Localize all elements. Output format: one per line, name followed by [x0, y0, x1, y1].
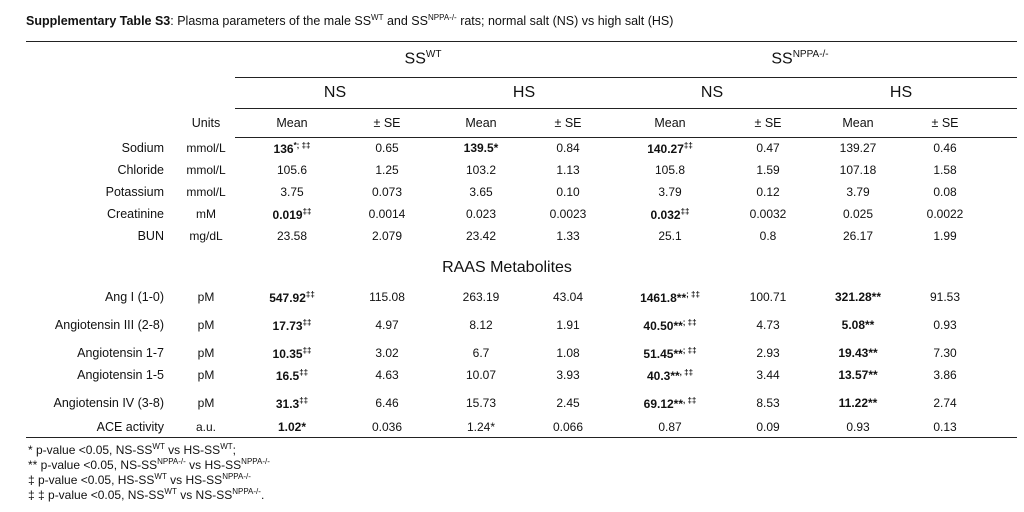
table-cell — [647, 368, 693, 383]
table-cell — [466, 396, 496, 410]
group-header-genotype: NPPA-/- — [792, 49, 829, 60]
table-cell — [556, 141, 579, 155]
cell-value: 3.79 — [846, 185, 870, 199]
condition-header: NS — [700, 84, 724, 101]
table-cell — [756, 185, 779, 199]
column-header: ± SE — [931, 116, 959, 130]
footnote-sup: WT — [220, 442, 233, 451]
table-cell — [556, 368, 579, 382]
footnote-text: ** p-value <0.05, NS-SS — [28, 458, 158, 472]
cell-value: 15.73 — [465, 396, 497, 410]
row-unit: mmol/L — [186, 185, 226, 199]
cell-value: 17.73 — [272, 319, 303, 333]
cell-significance: ‡‡ — [680, 207, 690, 216]
cell-value: 136 — [273, 142, 294, 156]
table-cell — [277, 229, 307, 243]
table-cell — [840, 163, 877, 177]
cell-value: 1.25 — [375, 163, 399, 177]
cell-value: 0.0014 — [368, 207, 406, 221]
units-header: Units — [191, 116, 221, 130]
cell-value: 1.02* — [277, 420, 307, 434]
cell-significance: , ‡‡ — [679, 368, 694, 377]
footnote-text: vs NS-SS — [176, 488, 233, 502]
footnote-text: vs HS-SS — [185, 458, 242, 472]
cell-value: 1.59 — [756, 163, 780, 177]
row-label: Angiotensin IV (3-8) — [53, 396, 164, 410]
group-header-genotype: WT — [425, 49, 442, 60]
group-rule — [235, 77, 1017, 78]
cell-value: 23.42 — [465, 229, 497, 243]
table-cell — [556, 396, 579, 410]
cell-value: 3.75 — [280, 185, 304, 199]
cell-value: 23.58 — [276, 229, 308, 243]
cell-value: 321.28** — [834, 290, 882, 304]
cell-value: 8.12 — [469, 318, 493, 332]
table-cell — [550, 207, 587, 221]
table-cell — [846, 185, 869, 199]
cell-value: 26.17 — [842, 229, 874, 243]
cell-value: 0.0032 — [749, 207, 787, 221]
bottom-rule — [26, 437, 1017, 438]
row-label: ACE activity — [96, 420, 164, 434]
cell-value: 1.33 — [556, 229, 580, 243]
table-cell — [750, 207, 787, 221]
cell-value: 0.8 — [759, 229, 777, 243]
row-label: Chloride — [117, 163, 164, 177]
title-sup: NPPA-/- — [427, 13, 457, 22]
cell-value: 140.27 — [647, 142, 684, 156]
table-cell — [644, 396, 697, 411]
table-cell — [375, 346, 398, 360]
row-unit: pM — [197, 396, 215, 410]
table-cell — [469, 185, 492, 199]
footnote-sup: WT — [164, 487, 177, 496]
table-cell — [933, 396, 956, 410]
cell-significance: ‡‡ — [302, 346, 312, 355]
cell-value: 4.63 — [375, 368, 399, 382]
table-cell — [375, 396, 398, 410]
footnote-text: ‡ ‡ p-value <0.05, NS-SS — [28, 488, 165, 502]
row-unit: mM — [196, 207, 216, 221]
cell-value: 6.46 — [375, 396, 399, 410]
footnote — [28, 457, 270, 472]
cell-value: 0.47 — [756, 141, 780, 155]
cell-value: 11.22** — [838, 396, 878, 410]
table-cell — [556, 185, 579, 199]
cell-value: 3.65 — [469, 185, 493, 199]
table-cell — [647, 141, 693, 156]
footnote-text: vs HS-SS — [164, 443, 221, 457]
cell-value: 0.08 — [933, 185, 957, 199]
table-cell — [643, 318, 696, 333]
group-header-name: SS — [771, 50, 793, 68]
group-header — [771, 49, 828, 68]
row-unit: pM — [197, 368, 215, 382]
cell-value: 2.45 — [556, 396, 580, 410]
cell-value: 0.019 — [272, 208, 303, 222]
cell-value: 31.3 — [275, 397, 300, 411]
column-header: Mean — [654, 116, 686, 130]
cell-value: 0.65 — [375, 141, 399, 155]
cell-value: 1461.8** — [640, 291, 687, 305]
row-unit: pM — [197, 346, 215, 360]
table-cell — [756, 368, 779, 382]
cell-value: 547.92 — [269, 291, 306, 305]
table-cell — [756, 318, 779, 332]
table-cell — [933, 163, 956, 177]
table-cell — [372, 229, 402, 243]
table-cell — [469, 318, 492, 332]
cell-value: 3.02 — [375, 346, 399, 360]
table-cell — [553, 420, 583, 434]
cell-value: 25.1 — [658, 229, 682, 243]
row-unit: pM — [197, 318, 215, 332]
cell-value: 107.18 — [839, 163, 877, 177]
cell-value: 8.53 — [756, 396, 780, 410]
table-cell — [372, 185, 402, 199]
table-cell — [933, 346, 956, 360]
row-unit: a.u. — [195, 420, 217, 434]
table-cell — [277, 163, 307, 177]
row-unit: pM — [197, 290, 215, 304]
cell-value: 40.50** — [643, 319, 683, 333]
cell-value: 263.19 — [462, 290, 500, 304]
row-label: Angiotensin III (2-8) — [54, 318, 164, 332]
cell-value: 7.30 — [933, 346, 957, 360]
table-cell — [933, 229, 956, 243]
column-header: Mean — [465, 116, 497, 130]
cell-value: 19.43** — [838, 346, 878, 360]
table-cell — [276, 368, 308, 383]
row-label: Angiotensin 1-7 — [77, 346, 164, 360]
cell-value: 51.45** — [643, 347, 683, 361]
group-header — [405, 49, 442, 68]
cell-value: 0.073 — [371, 185, 403, 199]
footnote-sup: WT — [154, 472, 167, 481]
cell-value: 91.53 — [929, 290, 961, 304]
table-cell — [843, 229, 873, 243]
table-cell — [933, 420, 956, 434]
footnote-sup: NPPA-/- — [157, 457, 186, 466]
table-cell — [473, 346, 490, 360]
cell-value: 1.58 — [933, 163, 957, 177]
cell-value: 115.08 — [369, 290, 405, 304]
group-header-name: SS — [404, 50, 426, 68]
cell-value: 0.066 — [552, 420, 584, 434]
table-cell — [269, 290, 315, 305]
table-cell — [372, 420, 402, 434]
table-cell — [756, 163, 779, 177]
table-cell — [466, 207, 496, 221]
row-unit: mg/dL — [189, 229, 223, 243]
table-cell — [842, 318, 875, 332]
table-cell — [556, 318, 579, 332]
row-label: Creatinine — [107, 207, 164, 221]
cell-value: 3.86 — [933, 368, 957, 382]
cell-significance: ‡‡ — [302, 207, 312, 216]
cell-significance: ; ‡‡ — [686, 290, 700, 299]
cell-value: 0.87 — [658, 420, 682, 434]
cell-significance: *; ‡‡ — [293, 141, 311, 150]
footnote-text: vs HS-SS — [166, 473, 223, 487]
cell-value: 4.73 — [756, 318, 780, 332]
footnote-text: * p-value <0.05, NS-SS — [28, 443, 153, 457]
cell-value: 0.032 — [650, 208, 681, 222]
table-cell — [658, 185, 681, 199]
table-cell — [838, 346, 877, 360]
cell-significance: ; ‡‡ — [682, 318, 697, 327]
table-cell — [274, 141, 311, 156]
row-label: Ang I (1-0) — [104, 290, 164, 304]
column-header: ± SE — [554, 116, 582, 130]
cell-value: 1.13 — [556, 163, 580, 177]
cell-value: 5.08** — [841, 318, 875, 332]
table-cell — [756, 141, 779, 155]
title-part: rats; normal salt (NS) vs high salt (HS) — [456, 14, 674, 29]
table-cell — [835, 290, 881, 304]
table-cell — [369, 290, 405, 304]
table-cell — [756, 420, 779, 434]
table-cell — [930, 290, 960, 304]
table-cell — [840, 141, 877, 155]
cell-value: 0.0023 — [549, 207, 587, 221]
cell-significance: ; ‡‡ — [682, 346, 697, 355]
table-cell — [464, 141, 499, 155]
table-cell — [933, 318, 956, 332]
table-cell — [273, 207, 312, 222]
cell-value: 0.023 — [465, 207, 497, 221]
condition-header: NS — [323, 84, 347, 101]
column-header: Mean — [842, 116, 874, 130]
title-part: and SS — [383, 14, 428, 29]
cell-value: 43.04 — [552, 290, 584, 304]
column-header: Mean — [276, 116, 308, 130]
footnote — [28, 442, 236, 457]
footnote-sup: NPPA-/- — [222, 472, 251, 481]
cell-significance: ‡‡ — [299, 368, 309, 377]
table-cell — [838, 368, 877, 382]
table-cell — [756, 346, 779, 360]
cell-significance: ‡‡ — [299, 396, 309, 405]
footnote-text: ‡ p-value <0.05, HS-SS — [28, 473, 155, 487]
cell-value: 0.09 — [756, 420, 780, 434]
table-cell — [553, 290, 583, 304]
title-sup: WT — [371, 13, 384, 22]
table-cell — [658, 420, 681, 434]
cell-value: 16.5 — [275, 369, 300, 383]
condition-header: HS — [889, 84, 913, 101]
section-title: RAAS Metabolites — [442, 259, 572, 276]
cell-value: 4.97 — [375, 318, 399, 332]
table-cell — [280, 185, 303, 199]
footnote-sup: NPPA-/- — [232, 487, 261, 496]
cell-significance: ‡‡ — [683, 141, 693, 150]
cell-value: 1.24* — [466, 420, 496, 434]
table-cell — [556, 229, 579, 243]
cell-value: 0.10 — [556, 185, 580, 199]
cell-value: 40.3** — [646, 369, 680, 383]
table-cell — [375, 163, 398, 177]
cell-value: 10.07 — [465, 368, 497, 382]
cell-value: 2.93 — [756, 346, 780, 360]
table-cell — [655, 163, 685, 177]
cell-value: 139.5* — [463, 141, 499, 155]
table-cell — [839, 396, 878, 410]
cell-value: 100.71 — [749, 290, 787, 304]
cell-value: 0.025 — [842, 207, 874, 221]
footnote-sup: NPPA-/- — [241, 457, 270, 466]
table-cell — [273, 346, 312, 361]
row-label: Angiotensin 1-5 — [77, 368, 164, 382]
footnote — [28, 487, 264, 502]
cell-value: 0.84 — [556, 141, 580, 155]
table-cell — [760, 229, 777, 243]
table-cell — [369, 207, 406, 221]
table-cell — [556, 346, 579, 360]
table-cell — [643, 346, 696, 361]
title-part: : Plasma parameters of the male SS — [170, 14, 372, 29]
row-label: BUN — [137, 229, 164, 243]
table-cell — [273, 318, 312, 333]
table-cell — [467, 420, 495, 434]
footnote-text: ; — [232, 443, 236, 457]
cell-value: 2.079 — [371, 229, 403, 243]
table-cell — [375, 141, 398, 155]
table-cell — [278, 420, 306, 434]
table-cell — [927, 207, 964, 221]
footnote-sup: WT — [152, 442, 165, 451]
table-cell — [846, 420, 869, 434]
table-cell — [658, 229, 681, 243]
table-title — [26, 13, 673, 28]
table-cell — [933, 185, 956, 199]
cell-value: 0.12 — [756, 185, 780, 199]
cell-value: 0.036 — [371, 420, 403, 434]
table-cell — [651, 207, 690, 222]
table-cell — [375, 318, 398, 332]
cell-value: 0.13 — [933, 420, 957, 434]
row-unit: mmol/L — [186, 141, 226, 155]
table-title-label: Supplementary Table S3 — [26, 14, 171, 29]
cell-value: 1.08 — [556, 346, 580, 360]
header-rule — [235, 137, 1017, 138]
table-cell — [640, 290, 700, 305]
cell-value: 13.57** — [838, 368, 878, 382]
condition-header: HS — [512, 84, 536, 101]
top-rule — [26, 41, 1017, 42]
table-cell — [843, 207, 873, 221]
cell-value: 0.93 — [846, 420, 870, 434]
cell-value: 6.7 — [472, 346, 490, 360]
table-cell — [466, 368, 496, 382]
row-label: Potassium — [105, 185, 164, 199]
cell-significance: ‡‡ — [302, 318, 312, 327]
column-header: ± SE — [373, 116, 401, 130]
cell-significance: ‡‡ — [305, 290, 315, 299]
cell-value: 2.74 — [933, 396, 957, 410]
cell-value: 105.8 — [654, 163, 686, 177]
cell-value: 69.12** — [643, 397, 684, 411]
condition-rule — [235, 108, 1017, 109]
cell-value: 3.79 — [658, 185, 682, 199]
cell-value: 1.99 — [933, 229, 957, 243]
cell-value: 3.44 — [756, 368, 780, 382]
cell-value: 1.91 — [556, 318, 580, 332]
table-cell — [466, 229, 496, 243]
cell-value: 3.93 — [556, 368, 580, 382]
cell-value: 0.93 — [933, 318, 957, 332]
table-cell — [750, 290, 787, 304]
table-cell — [375, 368, 398, 382]
cell-value: 105.6 — [276, 163, 308, 177]
column-header: ± SE — [754, 116, 782, 130]
cell-value: 10.35 — [272, 347, 303, 361]
cell-value: 0.0022 — [926, 207, 964, 221]
row-unit: mmol/L — [186, 163, 226, 177]
table-cell — [463, 290, 500, 304]
table-cell — [756, 396, 779, 410]
cell-value: 139.27 — [839, 141, 877, 155]
row-label: Sodium — [121, 141, 164, 155]
table-cell — [933, 141, 956, 155]
table-cell — [933, 368, 956, 382]
cell-significance: , ‡‡ — [683, 396, 697, 405]
table-cell — [556, 163, 579, 177]
footnote — [28, 472, 251, 487]
cell-value: 0.46 — [933, 141, 957, 155]
table-cell — [466, 163, 496, 177]
table-cell — [276, 396, 308, 411]
cell-value: 103.2 — [465, 163, 497, 177]
footnote-text: . — [260, 488, 265, 502]
